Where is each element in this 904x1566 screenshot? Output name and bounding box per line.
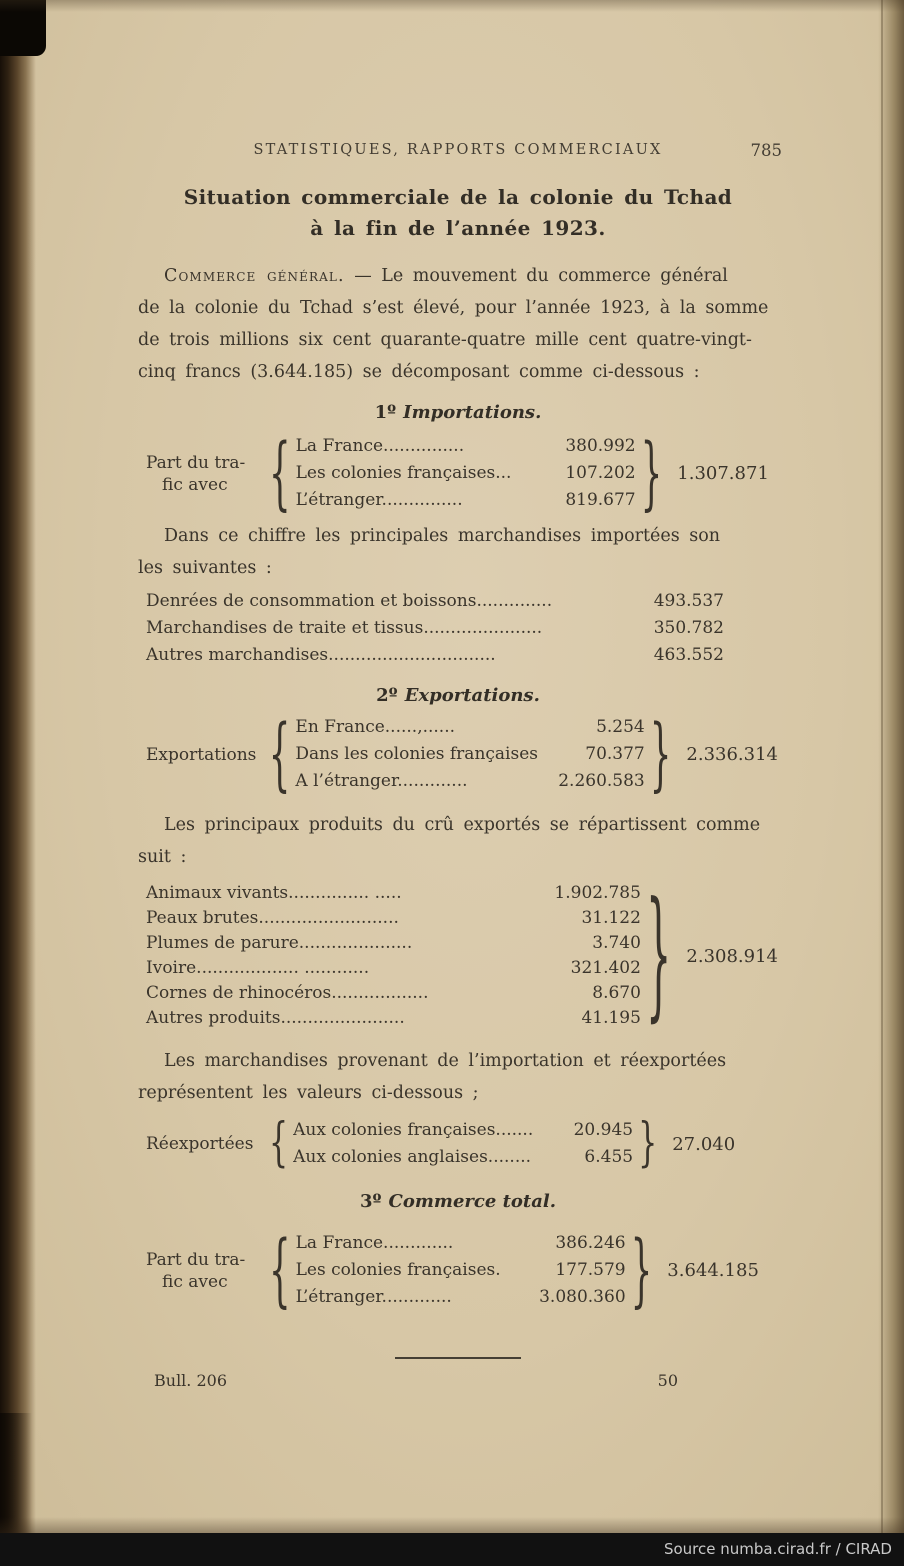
row-label: L’étranger............. bbox=[295, 1287, 452, 1307]
group-label-line1: Part du tra- bbox=[146, 1249, 246, 1270]
table-row bbox=[293, 1117, 633, 1144]
row-value: 819.677 bbox=[565, 490, 636, 510]
products-rows bbox=[146, 881, 641, 1031]
book-binding-edge bbox=[0, 0, 36, 1533]
page-number: 785 bbox=[750, 141, 782, 160]
paragraph-line: Les marchandises provenant de l’importation et réexportées bbox=[164, 1051, 727, 1071]
row-value: 1.902.785 bbox=[554, 883, 641, 903]
paragraph-line: Dans ce chiffre les principales marchandises importées son bbox=[164, 526, 721, 546]
section-word: Commerce total. bbox=[388, 1191, 556, 1212]
opening-brace: { bbox=[269, 1223, 291, 1318]
paragraph-text: — Le mouvement du commerce général bbox=[344, 266, 728, 286]
paragraph-line: les suivantes : bbox=[138, 558, 272, 578]
document-title-line2: à la fin de l’année 1923. bbox=[310, 216, 606, 240]
section-heading-commerce-total bbox=[138, 1191, 778, 1212]
row-value: 350.782 bbox=[653, 618, 724, 638]
opening-brace: { bbox=[268, 707, 291, 802]
scan-shadow-bottom bbox=[0, 1517, 904, 1533]
table-row bbox=[146, 956, 641, 981]
row-value: 41.195 bbox=[581, 1008, 641, 1028]
imports-traffic-group bbox=[146, 426, 778, 521]
row-label: Peaux brutes.......................... bbox=[146, 908, 399, 928]
section-word: Exportations. bbox=[404, 685, 540, 706]
lead-small-caps: Commerce général. bbox=[164, 266, 345, 286]
table-row bbox=[146, 981, 641, 1006]
row-value: 321.402 bbox=[570, 958, 641, 978]
row-label: L’étranger............... bbox=[295, 490, 463, 510]
group-label-line1: Part du tra- bbox=[146, 452, 246, 473]
row-label: Les colonies françaises... bbox=[295, 463, 512, 483]
row-value: 3.740 bbox=[592, 933, 641, 953]
group-label: Exportations bbox=[146, 744, 257, 765]
group-total: 1.307.871 bbox=[677, 463, 769, 484]
opening-brace: { bbox=[269, 426, 291, 521]
exports-group bbox=[146, 707, 778, 802]
row-label: Ivoire................... ............ bbox=[146, 958, 370, 978]
row-label: Animaux vivants............... ..... bbox=[146, 883, 402, 903]
group-total: 3.644.185 bbox=[667, 1260, 759, 1281]
paragraph-line: de la colonie du Tchad s’est élevé, pour l’année 1923, à la somme bbox=[138, 298, 769, 318]
end-rule bbox=[395, 1357, 521, 1359]
closing-brace: } bbox=[645, 875, 672, 1037]
section-number: 2º bbox=[376, 685, 398, 706]
source-attribution-text: Source numba.cirad.fr / CIRAD bbox=[663, 1540, 892, 1558]
list-item bbox=[146, 588, 724, 615]
section-heading-importations bbox=[138, 402, 778, 423]
row-value: 6.455 bbox=[584, 1147, 634, 1167]
document-title bbox=[138, 182, 778, 244]
exported-products-group bbox=[146, 875, 778, 1037]
reexported-group bbox=[146, 1112, 778, 1174]
table-row bbox=[296, 1257, 626, 1284]
row-value: 386.246 bbox=[555, 1233, 626, 1253]
group-rows bbox=[296, 1230, 626, 1311]
paragraph-line bbox=[138, 260, 778, 292]
row-label: A l’étranger............. bbox=[295, 771, 468, 791]
row-label: La France............... bbox=[295, 436, 465, 456]
group-rows bbox=[296, 433, 636, 514]
table-row bbox=[296, 487, 636, 514]
table-row bbox=[146, 931, 641, 956]
row-label: Autres marchandises............................... bbox=[146, 645, 496, 665]
table-row bbox=[293, 1144, 633, 1171]
exports-paragraph bbox=[138, 809, 778, 873]
group-label-line2: fic avec bbox=[162, 474, 228, 495]
row-value: 70.377 bbox=[585, 744, 645, 764]
row-label: La France............. bbox=[295, 1233, 454, 1253]
row-value: 5.254 bbox=[596, 717, 645, 737]
running-head bbox=[138, 141, 782, 160]
running-head-title: STATISTIQUES, RAPPORTS COMMERCIAUX bbox=[253, 142, 663, 158]
group-total: 27.040 bbox=[672, 1133, 736, 1155]
table-row bbox=[296, 1284, 626, 1311]
imported-goods-list bbox=[146, 588, 724, 669]
opening-brace: { bbox=[269, 1112, 289, 1174]
row-label: Marchandises de traite et tissus...................... bbox=[146, 618, 543, 638]
row-value: 3.080.360 bbox=[539, 1287, 626, 1307]
group-rows bbox=[295, 714, 644, 795]
group-label bbox=[146, 452, 264, 496]
row-label: En France......,...... bbox=[295, 717, 456, 737]
paragraph-line: représentent les valeurs ci-dessous ; bbox=[138, 1083, 479, 1103]
group-label: Réexportées bbox=[146, 1134, 254, 1154]
table-row bbox=[146, 1006, 641, 1031]
row-label: Autres produits....................... bbox=[146, 1008, 405, 1028]
row-label: Plumes de parure..................... bbox=[146, 933, 413, 953]
paragraph-line: cinq francs (3.644.185) se décomposant comme ci-dessous : bbox=[138, 362, 700, 382]
group-total: 2.336.314 bbox=[686, 744, 778, 765]
closing-brace: } bbox=[630, 1223, 653, 1318]
row-value: 20.945 bbox=[573, 1120, 634, 1140]
table-row bbox=[296, 460, 636, 487]
table-row bbox=[295, 741, 644, 768]
row-value: 31.122 bbox=[581, 908, 641, 928]
row-value: 493.537 bbox=[653, 591, 724, 611]
closing-brace: } bbox=[638, 1112, 658, 1174]
row-value: 107.202 bbox=[565, 463, 636, 483]
bulletin-number: Bull. 206 bbox=[154, 1371, 228, 1390]
table-row bbox=[295, 768, 644, 795]
row-value: 2.260.583 bbox=[558, 771, 645, 791]
table-row bbox=[295, 714, 644, 741]
closing-brace: } bbox=[640, 426, 663, 521]
paragraph-line: de trois millions six cent quarante-quatre mille cent quatre-vingt- bbox=[138, 330, 752, 350]
dark-corner-bottom-left bbox=[0, 1413, 32, 1533]
row-value: 8.670 bbox=[592, 983, 641, 1003]
page-footer bbox=[138, 1371, 778, 1390]
list-item bbox=[146, 642, 724, 669]
total-traffic-group bbox=[146, 1223, 778, 1318]
row-value: 177.579 bbox=[555, 1260, 626, 1280]
row-value: 380.992 bbox=[565, 436, 636, 456]
row-label: Dans les colonies françaises bbox=[295, 744, 538, 764]
intro-paragraph bbox=[138, 260, 778, 388]
section-number: 3º bbox=[360, 1191, 382, 1212]
row-label: Aux colonies anglaises........ bbox=[293, 1147, 532, 1167]
section-number: 1º bbox=[374, 402, 397, 423]
table-row bbox=[296, 1230, 626, 1257]
closing-brace: } bbox=[649, 707, 672, 802]
page-edge-line bbox=[881, 0, 883, 1533]
group-rows bbox=[293, 1117, 633, 1171]
section-heading-exportations bbox=[138, 685, 778, 706]
row-label: Cornes de rhinocéros.................. bbox=[146, 983, 429, 1003]
group-label-line2: fic avec bbox=[162, 1271, 228, 1292]
imports-note-paragraph bbox=[138, 520, 778, 584]
group-total: 2.308.914 bbox=[686, 945, 778, 967]
table-row bbox=[146, 881, 641, 906]
row-label: Les colonies françaises. bbox=[295, 1260, 501, 1280]
table-row bbox=[296, 433, 636, 460]
reexport-paragraph bbox=[138, 1045, 778, 1109]
document-title-line1: Situation commerciale de la colonie du Tchad bbox=[183, 185, 733, 209]
page-content bbox=[138, 0, 782, 1390]
row-label: Denrées de consommation et boissons.............. bbox=[146, 591, 553, 611]
section-word: Importations. bbox=[403, 402, 542, 423]
table-row bbox=[146, 906, 641, 931]
row-label: Aux colonies françaises....... bbox=[293, 1120, 534, 1140]
row-value: 463.552 bbox=[653, 645, 724, 665]
list-item bbox=[146, 615, 724, 642]
source-attribution-bar bbox=[0, 1533, 904, 1566]
paragraph-line: suit : bbox=[138, 847, 187, 867]
paragraph-line: Les principaux produits du crû exportés se répartissent comme bbox=[164, 815, 761, 835]
group-label bbox=[146, 1249, 264, 1293]
signature-number: 50 bbox=[657, 1371, 678, 1390]
